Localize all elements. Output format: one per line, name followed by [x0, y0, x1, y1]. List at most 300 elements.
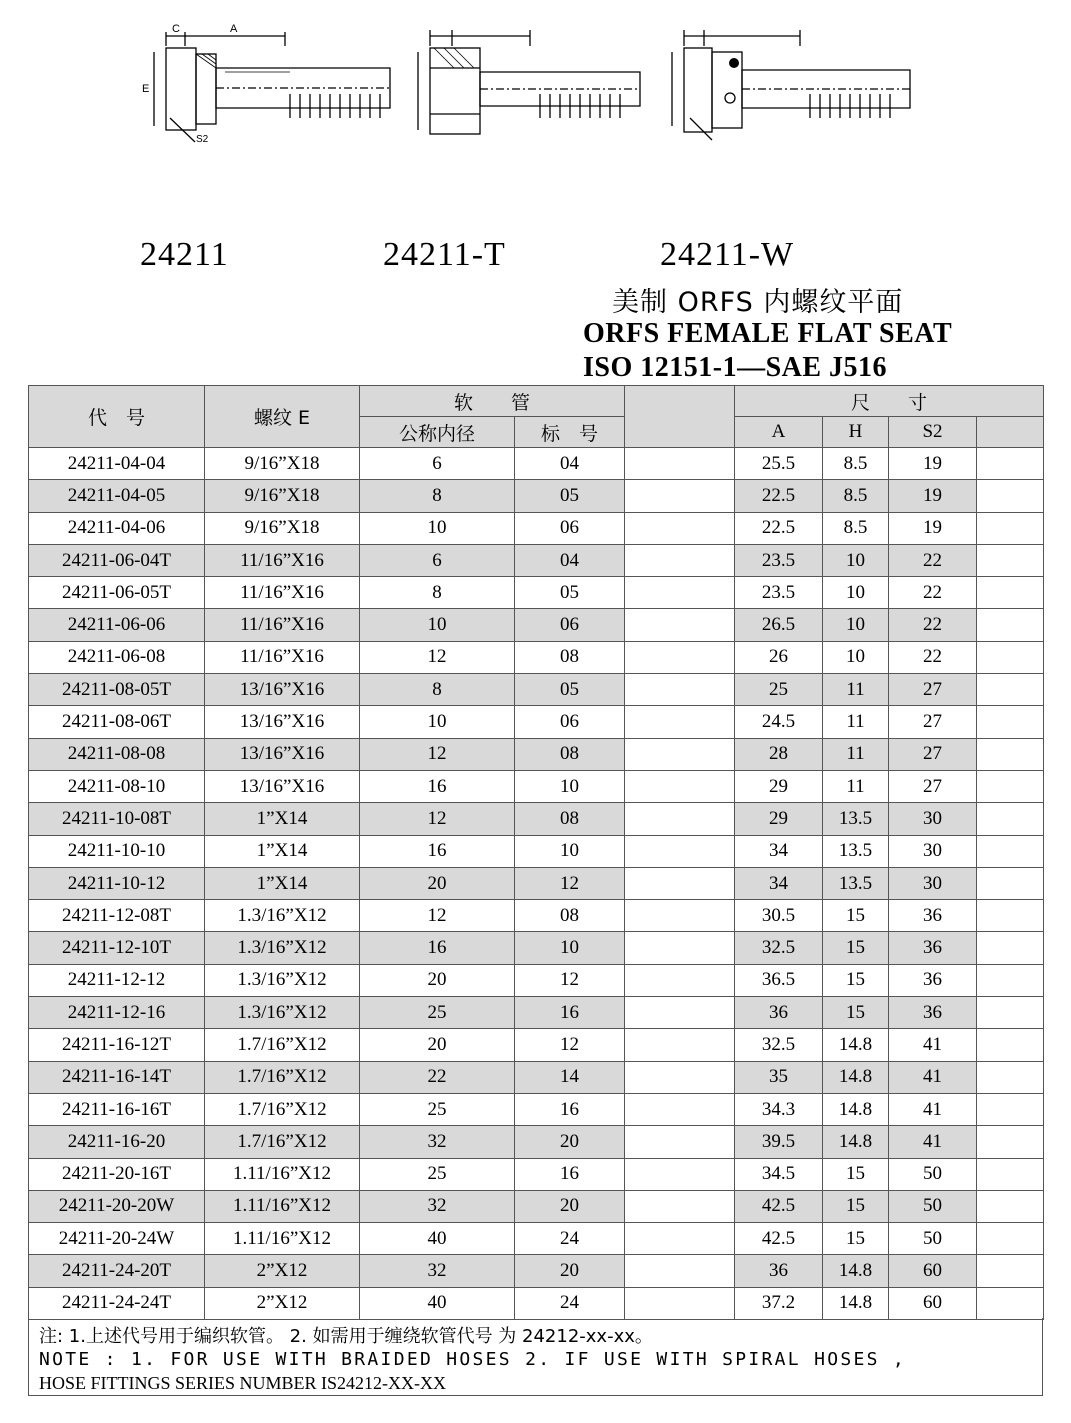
table-row	[29, 1287, 1044, 1319]
cell-code: 24211-06-04T	[29, 544, 205, 576]
cell-thread: 2”X12	[205, 1255, 360, 1287]
cell-hose-mark: 12	[515, 1029, 625, 1061]
table-row	[29, 803, 1044, 835]
cell-blank	[977, 577, 1044, 609]
cell-s2: 36	[889, 932, 977, 964]
cell-h: 13.5	[823, 867, 889, 899]
table-row	[29, 932, 1044, 964]
cell-s2: 60	[889, 1287, 977, 1319]
cell-blank	[977, 1255, 1044, 1287]
cell-hose-dn: 32	[360, 1126, 515, 1158]
spec-table	[28, 385, 1044, 1320]
cell-s2: 36	[889, 997, 977, 1029]
table-row	[29, 1223, 1044, 1255]
cell-blank	[625, 997, 735, 1029]
cell-thread: 13/16”X16	[205, 674, 360, 706]
cell-a: 28	[735, 738, 823, 770]
header-code: 代 号	[29, 386, 205, 448]
cell-blank	[625, 609, 735, 641]
cell-h: 15	[823, 997, 889, 1029]
cell-hose-mark: 12	[515, 867, 625, 899]
cell-s2: 22	[889, 544, 977, 576]
cell-hose-mark: 05	[515, 577, 625, 609]
cell-blank	[977, 1093, 1044, 1125]
cell-hose-dn: 8	[360, 480, 515, 512]
cell-h: 14.8	[823, 1061, 889, 1093]
cell-hose-dn: 20	[360, 964, 515, 996]
header-hose-mark: 标 号	[515, 417, 625, 448]
cell-s2: 30	[889, 835, 977, 867]
table-row	[29, 1158, 1044, 1190]
table-row	[29, 1126, 1044, 1158]
cell-thread: 11/16”X16	[205, 544, 360, 576]
cell-h: 13.5	[823, 803, 889, 835]
cell-code: 24211-20-16T	[29, 1158, 205, 1190]
cell-blank	[977, 641, 1044, 673]
cell-blank	[625, 770, 735, 802]
cell-hose-mark: 04	[515, 448, 625, 480]
cell-a: 37.2	[735, 1287, 823, 1319]
cell-hose-dn: 40	[360, 1287, 515, 1319]
cell-hose-dn: 6	[360, 544, 515, 576]
title-chinese: 美制 ORFS 内螺纹平面	[612, 287, 904, 318]
cell-hose-dn: 32	[360, 1190, 515, 1222]
cell-h: 8.5	[823, 480, 889, 512]
drawing-label-c: C	[172, 23, 180, 35]
cell-a: 36	[735, 1255, 823, 1287]
cell-code: 24211-04-04	[29, 448, 205, 480]
table-row	[29, 448, 1044, 480]
cell-blank	[625, 641, 735, 673]
header-extra	[977, 417, 1044, 448]
cell-blank	[977, 1029, 1044, 1061]
cell-s2: 27	[889, 706, 977, 738]
cell-blank	[625, 512, 735, 544]
cell-h: 10	[823, 544, 889, 576]
cell-a: 22.5	[735, 512, 823, 544]
cell-thread: 1.3/16”X12	[205, 932, 360, 964]
cell-hose-mark: 16	[515, 1158, 625, 1190]
cell-blank	[625, 1061, 735, 1093]
cell-code: 24211-12-12	[29, 964, 205, 996]
cell-blank	[625, 577, 735, 609]
cell-a: 29	[735, 803, 823, 835]
cell-blank	[977, 932, 1044, 964]
drawing-label-s2: S2	[196, 134, 209, 145]
cell-blank	[977, 997, 1044, 1029]
cell-a: 30.5	[735, 900, 823, 932]
notes-box	[28, 1318, 1043, 1396]
cell-blank	[625, 867, 735, 899]
cell-a: 25	[735, 674, 823, 706]
cell-code: 24211-10-08T	[29, 803, 205, 835]
header-s2: S2	[889, 417, 977, 448]
cell-thread: 1”X14	[205, 867, 360, 899]
cell-blank	[977, 544, 1044, 576]
cell-s2: 27	[889, 674, 977, 706]
cell-s2: 30	[889, 867, 977, 899]
cell-hose-mark: 08	[515, 738, 625, 770]
cell-code: 24211-08-10	[29, 770, 205, 802]
cell-thread: 1.11/16”X12	[205, 1223, 360, 1255]
table-row	[29, 835, 1044, 867]
cell-h: 8.5	[823, 512, 889, 544]
cell-s2: 30	[889, 803, 977, 835]
drawing-label-a: A	[230, 23, 238, 35]
cell-a: 42.5	[735, 1223, 823, 1255]
cell-a: 39.5	[735, 1126, 823, 1158]
cell-code: 24211-16-16T	[29, 1093, 205, 1125]
cell-hose-mark: 05	[515, 674, 625, 706]
cell-blank	[977, 1061, 1044, 1093]
cell-code: 24211-06-06	[29, 609, 205, 641]
header-hose: 软 管	[360, 386, 625, 417]
model-number-24211-t: 24211-T	[383, 236, 506, 273]
cell-h: 8.5	[823, 448, 889, 480]
cell-a: 36	[735, 997, 823, 1029]
cell-hose-mark: 24	[515, 1287, 625, 1319]
cell-hose-mark: 10	[515, 835, 625, 867]
cell-blank	[977, 448, 1044, 480]
cell-s2: 50	[889, 1158, 977, 1190]
cell-s2: 41	[889, 1126, 977, 1158]
cell-a: 26.5	[735, 609, 823, 641]
cell-h: 15	[823, 900, 889, 932]
cell-hose-dn: 12	[360, 900, 515, 932]
cell-blank	[625, 932, 735, 964]
table-row	[29, 1093, 1044, 1125]
cell-blank	[625, 1287, 735, 1319]
cell-code: 24211-24-20T	[29, 1255, 205, 1287]
cell-hose-dn: 25	[360, 997, 515, 1029]
cell-blank	[625, 1126, 735, 1158]
cell-thread: 2”X12	[205, 1287, 360, 1319]
title-english: ORFS FEMALE FLAT SEAT	[583, 318, 953, 349]
cell-blank	[977, 835, 1044, 867]
table-row	[29, 964, 1044, 996]
cell-a: 32.5	[735, 1029, 823, 1061]
cell-code: 24211-08-06T	[29, 706, 205, 738]
cell-blank	[977, 770, 1044, 802]
cell-code: 24211-04-06	[29, 512, 205, 544]
cell-blank	[625, 1223, 735, 1255]
cell-s2: 41	[889, 1061, 977, 1093]
table-row	[29, 609, 1044, 641]
cell-a: 23.5	[735, 577, 823, 609]
cell-thread: 11/16”X16	[205, 609, 360, 641]
cell-h: 10	[823, 609, 889, 641]
cell-hose-dn: 8	[360, 674, 515, 706]
cell-code: 24211-12-10T	[29, 932, 205, 964]
fitting-drawing-24211-t	[400, 18, 650, 148]
cell-hose-mark: 16	[515, 1093, 625, 1125]
cell-hose-mark: 10	[515, 770, 625, 802]
cell-hose-mark: 10	[515, 932, 625, 964]
cell-s2: 60	[889, 1255, 977, 1287]
cell-h: 11	[823, 770, 889, 802]
cell-hose-mark: 04	[515, 544, 625, 576]
cell-code: 24211-24-24T	[29, 1287, 205, 1319]
cell-h: 14.8	[823, 1287, 889, 1319]
cell-s2: 22	[889, 641, 977, 673]
cell-s2: 41	[889, 1029, 977, 1061]
cell-hose-dn: 22	[360, 1061, 515, 1093]
table-row	[29, 544, 1044, 576]
table-row	[29, 1061, 1044, 1093]
fitting-drawing-24211-w	[650, 18, 920, 148]
cell-s2: 36	[889, 964, 977, 996]
cell-a: 35	[735, 1061, 823, 1093]
cell-blank	[625, 674, 735, 706]
header-thread: 螺纹 E	[205, 386, 360, 448]
cell-h: 11	[823, 674, 889, 706]
cell-a: 34.5	[735, 1158, 823, 1190]
cell-hose-dn: 8	[360, 577, 515, 609]
note-chinese: 注: 1.上述代号用于编织软管。 2. 如需用于缠绕软管代号 为 24212-xx-xx。	[39, 1326, 653, 1347]
cell-hose-dn: 16	[360, 932, 515, 964]
cell-thread: 13/16”X16	[205, 706, 360, 738]
cell-hose-dn: 40	[360, 1223, 515, 1255]
table-row	[29, 770, 1044, 802]
cell-hose-dn: 25	[360, 1158, 515, 1190]
cell-code: 24211-06-08	[29, 641, 205, 673]
cell-hose-dn: 12	[360, 803, 515, 835]
cell-blank	[977, 867, 1044, 899]
cell-blank	[625, 1158, 735, 1190]
cell-a: 34	[735, 835, 823, 867]
table-row	[29, 1255, 1044, 1287]
header-h: H	[823, 417, 889, 448]
cell-blank	[977, 803, 1044, 835]
cell-code: 24211-12-16	[29, 997, 205, 1029]
cell-s2: 50	[889, 1223, 977, 1255]
cell-h: 15	[823, 1223, 889, 1255]
cell-s2: 50	[889, 1190, 977, 1222]
cell-hose-mark: 20	[515, 1190, 625, 1222]
cell-code: 24211-04-05	[29, 480, 205, 512]
cell-thread: 11/16”X16	[205, 577, 360, 609]
cell-code: 24211-12-08T	[29, 900, 205, 932]
table-row	[29, 738, 1044, 770]
cell-thread: 1.7/16”X12	[205, 1061, 360, 1093]
cell-s2: 19	[889, 480, 977, 512]
cell-hose-dn: 16	[360, 770, 515, 802]
cell-blank	[977, 480, 1044, 512]
table-row	[29, 480, 1044, 512]
cell-thread: 1.7/16”X12	[205, 1126, 360, 1158]
cell-thread: 9/16”X18	[205, 480, 360, 512]
table-row	[29, 577, 1044, 609]
cell-blank	[625, 1190, 735, 1222]
cell-hose-mark: 08	[515, 641, 625, 673]
table-row	[29, 867, 1044, 899]
title-standard: ISO 12151-1—SAE J516	[583, 352, 888, 383]
cell-hose-mark: 08	[515, 900, 625, 932]
cell-a: 29	[735, 770, 823, 802]
cell-a: 34.3	[735, 1093, 823, 1125]
cell-blank	[977, 1223, 1044, 1255]
cell-hose-mark: 12	[515, 964, 625, 996]
cell-s2: 19	[889, 512, 977, 544]
cell-blank	[625, 1029, 735, 1061]
cell-blank	[625, 803, 735, 835]
cell-a: 23.5	[735, 544, 823, 576]
cell-hose-mark: 20	[515, 1255, 625, 1287]
cell-a: 25.5	[735, 448, 823, 480]
table-row	[29, 641, 1044, 673]
cell-hose-mark: 05	[515, 480, 625, 512]
cell-thread: 13/16”X16	[205, 770, 360, 802]
note-english-line-1: NOTE : 1. FOR USE WITH BRAIDED HOSES 2. IF USE WITH SPIRAL HOSES ,	[39, 1349, 907, 1370]
cell-blank	[977, 706, 1044, 738]
cell-blank	[625, 900, 735, 932]
cell-blank	[977, 1287, 1044, 1319]
cell-blank	[625, 964, 735, 996]
cell-code: 24211-20-20W	[29, 1190, 205, 1222]
spec-table-body	[29, 448, 1044, 1320]
cell-blank	[977, 964, 1044, 996]
header-size: 尺 寸	[735, 386, 1044, 417]
cell-code: 24211-06-05T	[29, 577, 205, 609]
cell-code: 24211-16-12T	[29, 1029, 205, 1061]
cell-hose-mark: 24	[515, 1223, 625, 1255]
fitting-drawing-24211	[130, 18, 400, 148]
cell-code: 24211-16-14T	[29, 1061, 205, 1093]
table-row	[29, 1029, 1044, 1061]
cell-a: 22.5	[735, 480, 823, 512]
cell-blank	[625, 1093, 735, 1125]
cell-blank	[977, 674, 1044, 706]
cell-a: 26	[735, 641, 823, 673]
cell-code: 24211-16-20	[29, 1126, 205, 1158]
cell-blank	[625, 480, 735, 512]
model-number-24211: 24211	[140, 236, 229, 273]
cell-h: 14.8	[823, 1029, 889, 1061]
header-a: A	[735, 417, 823, 448]
cell-h: 15	[823, 1158, 889, 1190]
cell-s2: 36	[889, 900, 977, 932]
cell-code: 24211-10-10	[29, 835, 205, 867]
cell-blank	[977, 738, 1044, 770]
cell-hose-dn: 25	[360, 1093, 515, 1125]
header-hose-dn: 公称内径	[360, 417, 515, 448]
cell-blank	[977, 1158, 1044, 1190]
cell-thread: 13/16”X16	[205, 738, 360, 770]
cell-hose-dn: 32	[360, 1255, 515, 1287]
cell-hose-mark: 16	[515, 997, 625, 1029]
cell-thread: 1.3/16”X12	[205, 964, 360, 996]
cell-h: 15	[823, 964, 889, 996]
cell-thread: 9/16”X18	[205, 448, 360, 480]
cell-blank	[977, 609, 1044, 641]
cell-s2: 22	[889, 609, 977, 641]
cell-thread: 1.11/16”X12	[205, 1190, 360, 1222]
cell-hose-dn: 10	[360, 609, 515, 641]
cell-h: 14.8	[823, 1255, 889, 1287]
cell-hose-dn: 6	[360, 448, 515, 480]
table-row	[29, 1190, 1044, 1222]
cell-h: 10	[823, 641, 889, 673]
cell-a: 32.5	[735, 932, 823, 964]
cell-h: 11	[823, 706, 889, 738]
cell-thread: 9/16”X18	[205, 512, 360, 544]
cell-blank	[977, 512, 1044, 544]
cell-hose-dn: 10	[360, 706, 515, 738]
cell-thread: 1.7/16”X12	[205, 1029, 360, 1061]
cell-blank	[977, 1126, 1044, 1158]
cell-hose-dn: 12	[360, 738, 515, 770]
cell-h: 13.5	[823, 835, 889, 867]
cell-blank	[625, 835, 735, 867]
table-row	[29, 997, 1044, 1029]
cell-hose-dn: 10	[360, 512, 515, 544]
cell-a: 24.5	[735, 706, 823, 738]
cell-blank	[625, 706, 735, 738]
cell-thread: 1.3/16”X12	[205, 997, 360, 1029]
cell-s2: 27	[889, 738, 977, 770]
cell-a: 36.5	[735, 964, 823, 996]
cell-code: 24211-08-05T	[29, 674, 205, 706]
cell-blank	[625, 448, 735, 480]
cell-thread: 1”X14	[205, 835, 360, 867]
header-blank	[625, 386, 735, 448]
cell-hose-dn: 20	[360, 1029, 515, 1061]
cell-hose-mark: 08	[515, 803, 625, 835]
cell-h: 15	[823, 932, 889, 964]
cell-blank	[977, 1190, 1044, 1222]
cell-a: 34	[735, 867, 823, 899]
cell-hose-mark: 20	[515, 1126, 625, 1158]
cell-s2: 41	[889, 1093, 977, 1125]
cell-blank	[625, 544, 735, 576]
note-english-line-2: HOSE FITTINGS SERIES NUMBER IS24212-XX-XX	[39, 1373, 447, 1393]
cell-thread: 1.7/16”X12	[205, 1093, 360, 1125]
cell-hose-mark: 06	[515, 706, 625, 738]
table-row	[29, 706, 1044, 738]
cell-hose-dn: 20	[360, 867, 515, 899]
cell-code: 24211-08-08	[29, 738, 205, 770]
cell-thread: 11/16”X16	[205, 641, 360, 673]
cell-blank	[625, 1255, 735, 1287]
cell-hose-mark: 06	[515, 512, 625, 544]
cell-code: 24211-10-12	[29, 867, 205, 899]
cell-blank	[625, 738, 735, 770]
table-row	[29, 674, 1044, 706]
cell-blank	[977, 900, 1044, 932]
cell-h: 14.8	[823, 1093, 889, 1125]
fitting-drawings	[130, 18, 930, 158]
cell-h: 11	[823, 738, 889, 770]
cell-h: 15	[823, 1190, 889, 1222]
cell-hose-mark: 06	[515, 609, 625, 641]
model-number-24211-w: 24211-W	[660, 236, 795, 273]
cell-hose-mark: 14	[515, 1061, 625, 1093]
cell-h: 10	[823, 577, 889, 609]
table-row	[29, 512, 1044, 544]
cell-thread: 1.11/16”X12	[205, 1158, 360, 1190]
cell-thread: 1”X14	[205, 803, 360, 835]
cell-s2: 22	[889, 577, 977, 609]
cell-thread: 1.3/16”X12	[205, 900, 360, 932]
cell-code: 24211-20-24W	[29, 1223, 205, 1255]
cell-hose-dn: 12	[360, 641, 515, 673]
cell-a: 42.5	[735, 1190, 823, 1222]
cell-s2: 19	[889, 448, 977, 480]
drawing-label-e: E	[142, 83, 150, 95]
table-row	[29, 900, 1044, 932]
cell-s2: 27	[889, 770, 977, 802]
cell-hose-dn: 16	[360, 835, 515, 867]
